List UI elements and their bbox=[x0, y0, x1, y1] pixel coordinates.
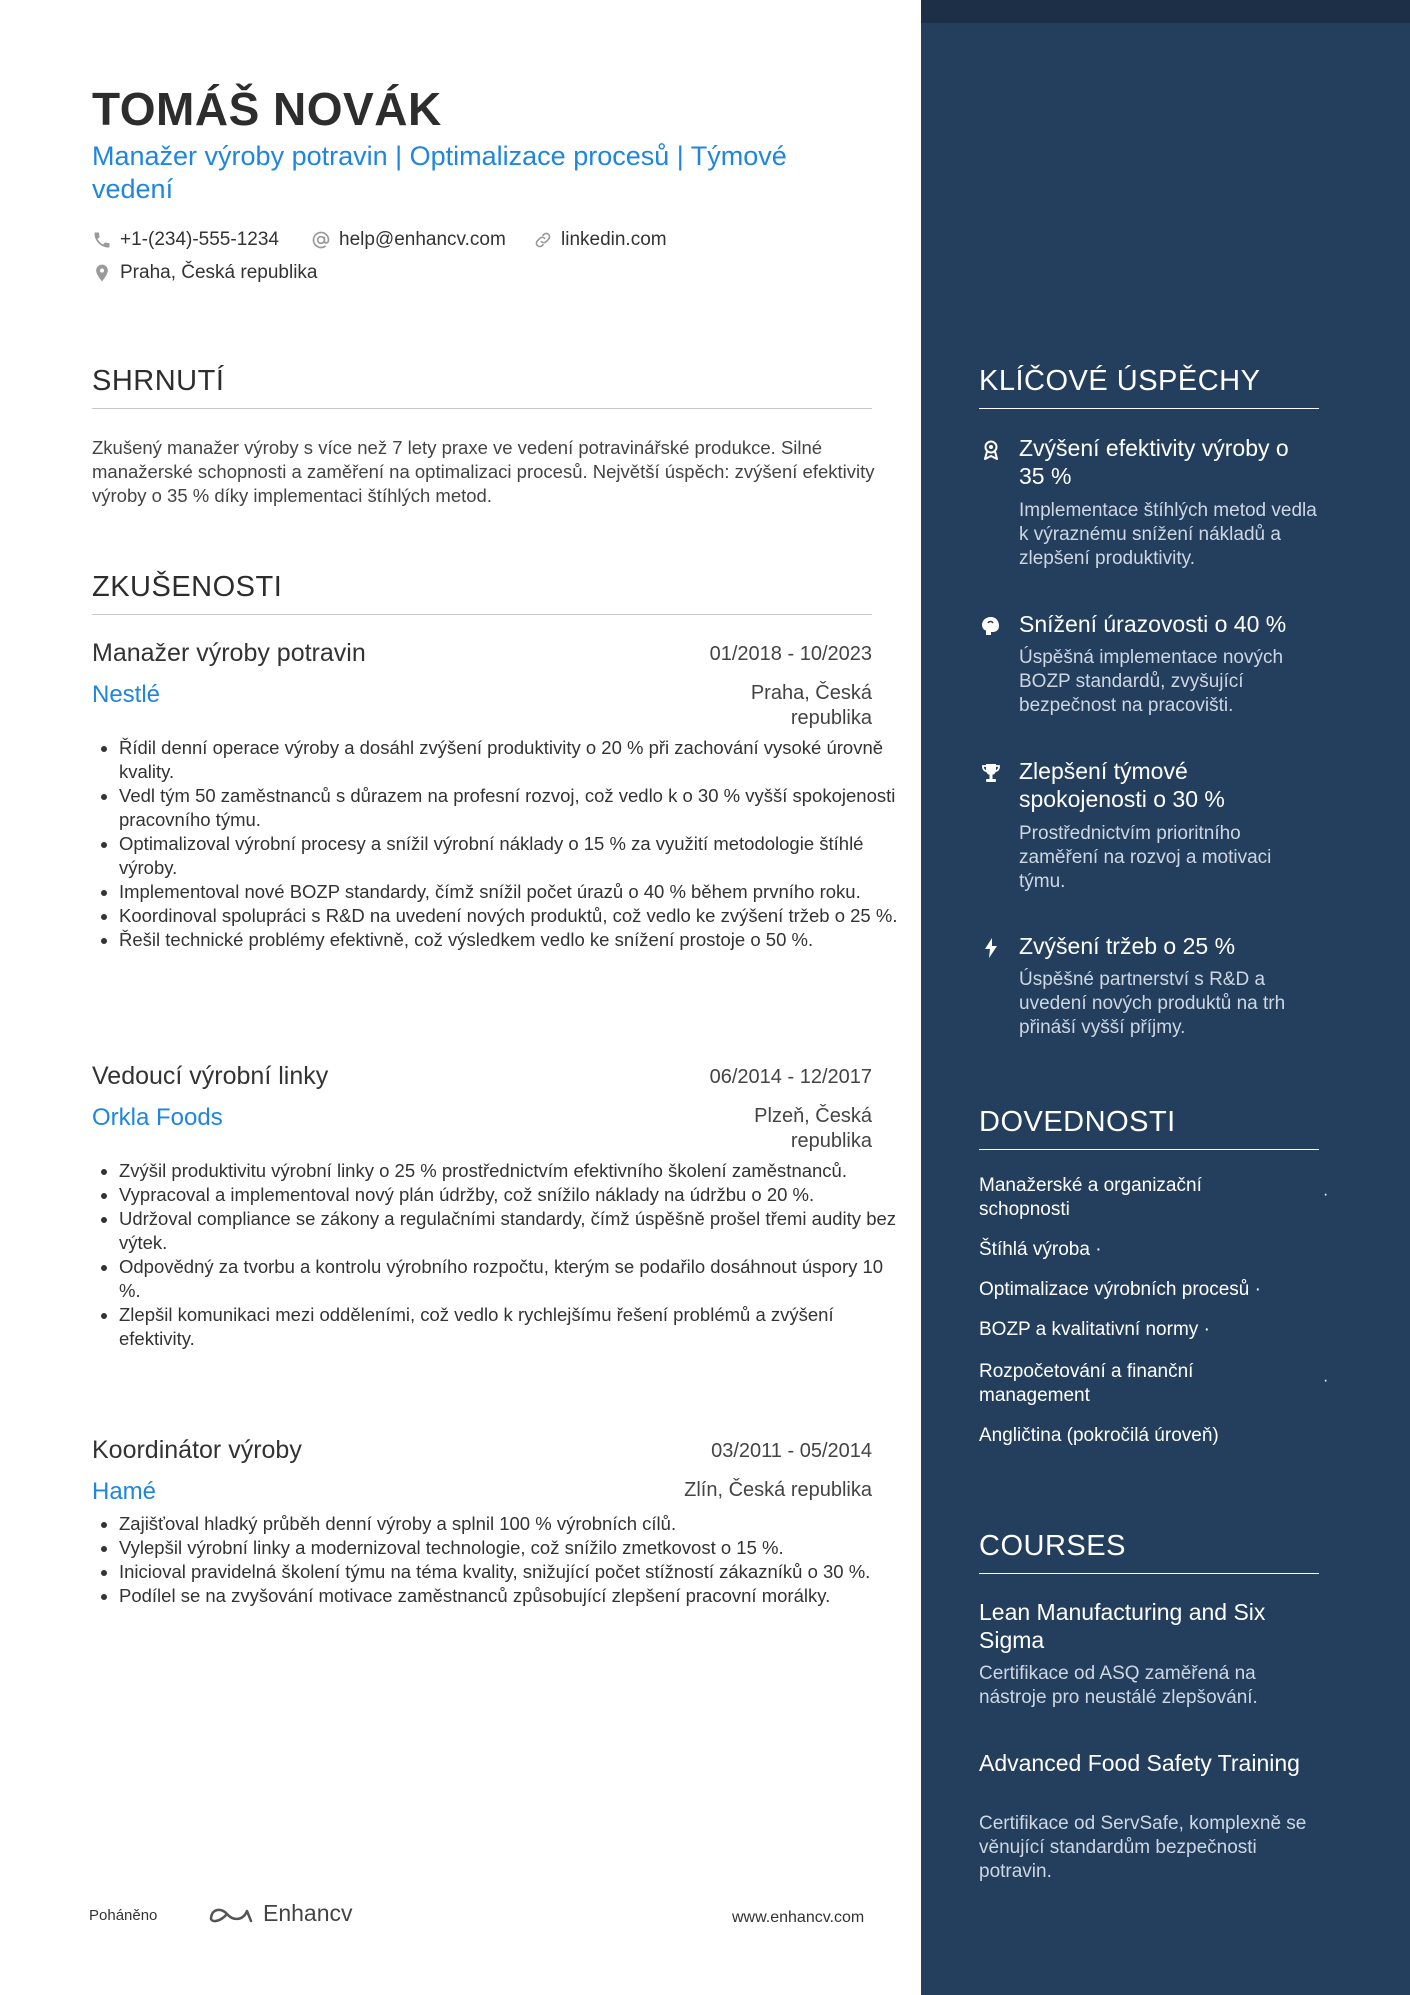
skill-separator: · bbox=[1203, 1319, 1210, 1340]
bullet-item: • Inicioval pravidelná školení týmu na téma kvality, snižující počet stížností zákazníků o 30 %. bbox=[119, 1560, 909, 1584]
bullet-item: • Optimalizoval výrobní procesy a snížil výrobní náklady o 15 % za využití metodologie štíhlé výroby. bbox=[119, 832, 909, 880]
enhancv-logo-icon bbox=[207, 1901, 255, 1927]
achievement-title: Zvýšení tržeb o 25 % bbox=[1019, 933, 1236, 959]
achievement-title: Zlepšení týmové spokojenosti o 30 % bbox=[1019, 758, 1225, 812]
award-icon bbox=[979, 438, 1003, 462]
bullet-item: • Implementoval nové BOZP standardy, čímž snížil počet úrazů o 40 % během prvního roku. bbox=[119, 880, 909, 904]
skill-label: BOZP a kvalitativní normy bbox=[979, 1319, 1199, 1340]
bullet-item: • Řídil denní operace výroby a dosáhl zvýšení produktivity o 20 % při zachování vysoké úrovně kvality. bbox=[119, 736, 909, 784]
skill-separator: · bbox=[1095, 1239, 1102, 1260]
skill-label: Štíhlá výroba bbox=[979, 1239, 1090, 1260]
job-title: Manažer výroby potravin bbox=[92, 639, 366, 667]
job-location: Zlín, Česká republika bbox=[684, 1479, 872, 1501]
bullet-item: • Odpovědný za tvorbu a kontrolu výrobního rozpočtu, kterým se podařilo dosáhnout úspory 10 %. bbox=[119, 1255, 909, 1303]
contact-email[interactable] bbox=[311, 229, 506, 251]
courses-heading: COURSES bbox=[979, 1530, 1319, 1574]
job-location: Plzeň, Česká republika bbox=[754, 1105, 872, 1152]
footer-url[interactable]: www.enhancv.com bbox=[732, 1909, 865, 1926]
job-location: Praha, Česká republika bbox=[750, 682, 872, 729]
bullet-item: • Řešil technické problémy efektivně, což výsledkem vedlo ke snížení prostoje o 50 %. bbox=[119, 928, 909, 952]
bullet-item: • Udržoval compliance se zákony a regulačními standardy, čímž úspěšně prošel třemi audity bez výtek. bbox=[119, 1207, 909, 1255]
job-title: Koordinátor výroby bbox=[92, 1436, 302, 1464]
company-name[interactable]: Orkla Foods bbox=[92, 1104, 223, 1131]
email-text: help@enhancv.com bbox=[339, 229, 506, 250]
job-date: 06/2014 - 12/2017 bbox=[709, 1066, 872, 1088]
skills-heading: DOVEDNOSTI bbox=[979, 1106, 1319, 1150]
achievements-heading: KLÍČOVÉ ÚSPĚCHY bbox=[979, 365, 1319, 409]
skill-item: Angličtina (pokročilá úroveň) bbox=[979, 1425, 1219, 1446]
footer-powered: Poháněno bbox=[89, 1907, 158, 1924]
bullet-item: • Zajišťoval hladký průběh denní výroby a splnil 100 % výrobních cílů. bbox=[119, 1512, 909, 1536]
course-title: Lean Manufacturing and Six Sigma bbox=[979, 1599, 1266, 1653]
company-name[interactable]: Nestlé bbox=[92, 681, 161, 708]
candidate-name: TOMÁŠ NOVÁK bbox=[92, 83, 442, 135]
achievement-title: Snížení úrazovosti o 40 % bbox=[1019, 611, 1287, 637]
contact-phone[interactable] bbox=[92, 229, 279, 251]
skill-item bbox=[979, 1278, 1261, 1302]
course-desc: Certifikace od ASQ zaměřená na nástroje pro neustálé zlepšování. bbox=[979, 1663, 1258, 1708]
skill-item: Manažerské a organizační schopnosti bbox=[979, 1175, 1202, 1220]
achievement-desc: Úspěšná implementace nových BOZP standardů, zvyšující bezpečnost na pracovišti. bbox=[1019, 647, 1284, 716]
at-icon bbox=[311, 230, 331, 250]
bullet-item: • Podílel se na zvyšování motivace zaměstnanců způsobující zlepšení pracovní morálky. bbox=[119, 1584, 909, 1608]
candidate-title: Manažer výroby potravin | Optimalizace procesů | Týmové vedení bbox=[92, 141, 787, 204]
skill-item: Rozpočetování a finanční management bbox=[979, 1361, 1194, 1406]
job-date: 01/2018 - 10/2023 bbox=[709, 643, 872, 665]
bullet-item: • Vypracoval a implementoval nový plán údržby, což snížilo náklady na údržbu o 20 %. bbox=[119, 1183, 909, 1207]
enhancv-logo[interactable] bbox=[207, 1900, 353, 1927]
job-bullets bbox=[92, 736, 909, 952]
trophy-icon bbox=[979, 761, 1003, 785]
bullet-item: • Vylepšil výrobní linky a modernizoval technologie, což snížilo zmetkovost o 15 %. bbox=[119, 1536, 909, 1560]
summary-text: Zkušený manažer výroby s více než 7 lety praxe ve vedení potravinářské produkce. Silné manažerské schopnosti a zaměření na optimalizaci procesů. Největší úspěch: zvýšení efektivity výroby o 35 % díky implementaci štíhlých metod. bbox=[92, 437, 875, 506]
skill-label: Optimalizace výrobních procesů bbox=[979, 1279, 1250, 1300]
bullet-item: • Zlepšil komunikaci mezi odděleními, což vedlo k rychlejšímu řešení problémů a zvýšení efektivity. bbox=[119, 1303, 909, 1351]
achievement-desc: Implementace štíhlých metod vedla k výraznému snížení nákladů a zlepšení produktivity. bbox=[1019, 500, 1317, 569]
skill-item bbox=[979, 1238, 1102, 1262]
bullet-item: • Koordinoval spolupráci s R&D na uvedení nových produktů, což vedlo ke zvýšení tržeb o 25 %. bbox=[119, 904, 909, 928]
job-title: Vedoucí výrobní linky bbox=[92, 1062, 329, 1090]
link-icon bbox=[533, 230, 553, 250]
course-title: Advanced Food Safety Training bbox=[979, 1750, 1300, 1776]
brain-icon bbox=[979, 614, 1003, 638]
phone-icon bbox=[92, 230, 112, 250]
contact-location bbox=[92, 262, 318, 284]
skill-item bbox=[979, 1318, 1210, 1342]
bullet-item: • Zvýšil produktivitu výrobní linky o 25 % prostřednictvím efektivního školení zaměstnanců. bbox=[119, 1159, 909, 1183]
lightning-icon bbox=[979, 936, 1003, 960]
achievement-title: Zvýšení efektivity výroby o 35 % bbox=[1019, 435, 1289, 489]
sidebar-top-bar bbox=[921, 0, 1410, 23]
enhancv-brand: Enhancv bbox=[263, 1900, 353, 1926]
job-bullets bbox=[92, 1512, 909, 1608]
linkedin-text: linkedin.com bbox=[561, 229, 667, 250]
bullet-item: • Vedl tým 50 zaměstnanců s důrazem na profesní rozvoj, což vedlo k o 30 % vyšší spokojenosti pracovního týmu. bbox=[119, 784, 909, 832]
skill-separator: · bbox=[1323, 1186, 1329, 1203]
company-name[interactable]: Hamé bbox=[92, 1478, 157, 1505]
location-pin-icon bbox=[92, 263, 112, 283]
location-text: Praha, Česká republika bbox=[120, 262, 318, 283]
skill-separator: · bbox=[1323, 1372, 1329, 1389]
summary-heading: SHRNUTÍ bbox=[92, 365, 872, 409]
achievement-desc: Prostřednictvím prioritního zaměření na rozvoj a motivaci týmu. bbox=[1019, 823, 1272, 892]
skill-separator: · bbox=[1254, 1279, 1261, 1300]
phone-text: +1-(234)-555-1234 bbox=[120, 229, 279, 250]
job-bullets bbox=[92, 1159, 909, 1351]
contact-linkedin[interactable] bbox=[533, 229, 667, 251]
course-desc: Certifikace od ServSafe, komplexně se věnující standardům bezpečnosti potravin. bbox=[979, 1813, 1307, 1882]
job-date: 03/2011 - 05/2014 bbox=[711, 1440, 872, 1462]
experience-heading: ZKUŠENOSTI bbox=[92, 571, 872, 615]
achievement-desc: Úspěšné partnerství s R&D a uvedení nových produktů na trh přináší vyšší příjmy. bbox=[1019, 969, 1286, 1038]
